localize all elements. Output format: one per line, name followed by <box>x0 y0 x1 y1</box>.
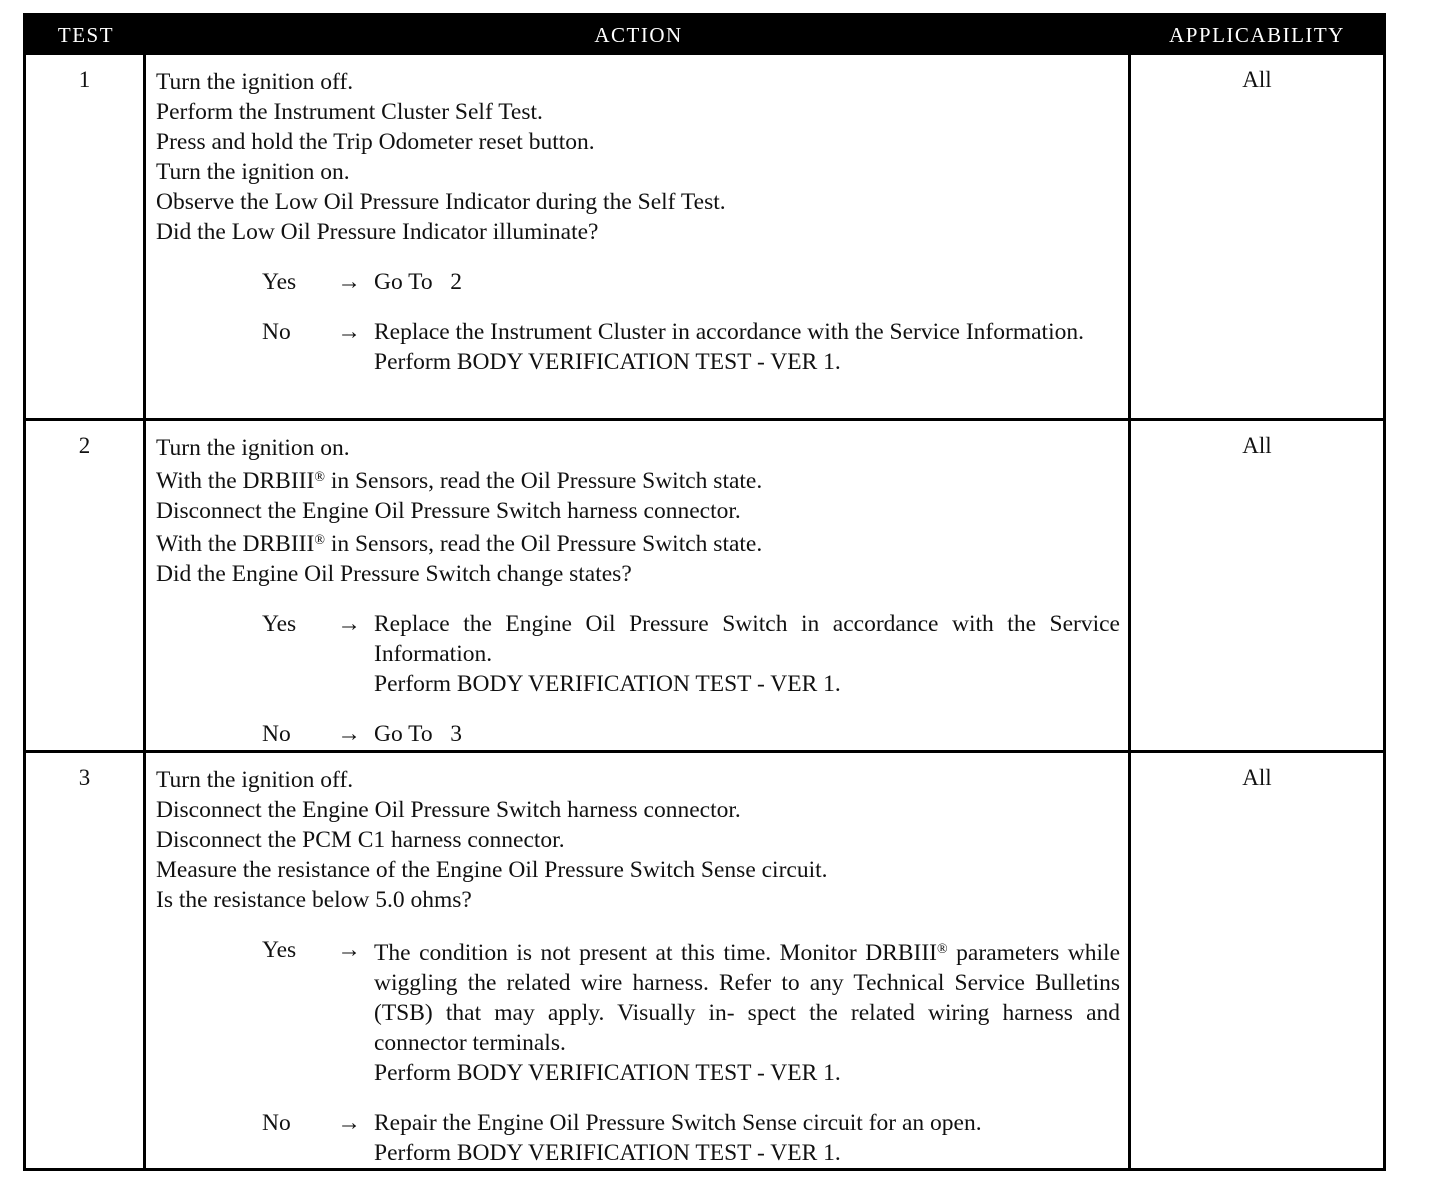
step-text: Turn the ignition off. <box>156 767 354 793</box>
step-text: Press and hold the Trip Odometer reset button. <box>156 129 595 155</box>
header-applicability: APPLICABILITY <box>1169 23 1345 47</box>
yes-outcome <box>156 935 1120 1088</box>
no-action <box>374 719 1120 749</box>
outcome-line: Perform BODY VERIFICATION TEST - VER 1. <box>374 1140 841 1166</box>
yes-action <box>374 609 1120 699</box>
arrow-icon: → <box>337 269 361 295</box>
step-text: Turn the ignition on. <box>156 159 350 185</box>
test-number: 1 <box>26 55 146 418</box>
step-text: Perform the Instrument Cluster Self Test. <box>156 99 543 125</box>
no-outcome <box>156 317 1120 377</box>
action-cell <box>146 55 1131 418</box>
step-text: Disconnect the PCM C1 harness connector. <box>156 827 565 853</box>
diagnostic-table <box>23 13 1386 1171</box>
step-text: Disconnect the Engine Oil Pressure Switch harness connector. <box>156 797 741 823</box>
action-cell <box>146 753 1131 1168</box>
yes-label: Yes <box>262 611 297 637</box>
test-number: 3 <box>26 753 146 1168</box>
no-label: No <box>262 721 291 747</box>
no-outcome <box>156 1108 1120 1168</box>
no-action <box>374 1108 1120 1168</box>
outcome-line: Go To 3 <box>374 721 463 747</box>
applicability-cell: All <box>1242 67 1272 92</box>
outcome-line: Perform BODY VERIFICATION TEST - VER 1. <box>374 1060 841 1086</box>
arrow-icon: → <box>337 721 361 747</box>
step-text: Is the resistance below 5.0 ohms? <box>156 887 472 913</box>
applicability-cell: All <box>1242 433 1272 458</box>
step-text: Did the Engine Oil Pressure Switch change states? <box>156 561 632 587</box>
action-cell <box>146 421 1131 750</box>
yes-outcome <box>156 267 1120 297</box>
table-row <box>26 55 1383 418</box>
table-header <box>26 16 1383 55</box>
step-text: Did the Low Oil Pressure Indicator illuminate? <box>156 219 599 245</box>
test-number: 2 <box>26 421 146 750</box>
outcome-line: Go To 2 <box>374 269 463 295</box>
arrow-icon: → <box>337 319 361 345</box>
header-action: ACTION <box>594 23 683 47</box>
applicability-cell: All <box>1242 765 1272 790</box>
outcome-line: Replace the Instrument Cluster in accordance with the Service Information. <box>374 319 1084 345</box>
outcome-line: Replace the Engine Oil Pressure Switch in accordance with the Service Information. <box>374 611 1120 667</box>
outcome-line: Perform BODY VERIFICATION TEST - VER 1. <box>374 671 841 697</box>
yes-action <box>374 267 1120 297</box>
arrow-icon: → <box>337 1110 361 1136</box>
no-outcome <box>156 719 1120 749</box>
outcome-line: Perform BODY VERIFICATION TEST - VER 1. <box>374 349 841 375</box>
yes-label: Yes <box>262 937 297 963</box>
step-text: Turn the ignition off. <box>156 69 354 95</box>
step-text: Turn the ignition on. <box>156 435 350 461</box>
table-row <box>26 750 1383 1168</box>
yes-action <box>374 935 1120 1088</box>
arrow-icon: → <box>337 611 361 637</box>
step-text: With the DRBIII® in Sensors, read the Oil Pressure Switch state. <box>156 468 763 494</box>
step-text: Disconnect the Engine Oil Pressure Switch harness connector. <box>156 498 741 524</box>
step-text: Observe the Low Oil Pressure Indicator during the Self Test. <box>156 189 726 215</box>
yes-outcome <box>156 609 1120 699</box>
arrow-icon: → <box>337 937 361 963</box>
outcome-line: Repair the Engine Oil Pressure Switch Sense circuit for an open. <box>374 1110 982 1136</box>
step-text: Measure the resistance of the Engine Oil Pressure Switch Sense circuit. <box>156 857 828 883</box>
no-label: No <box>262 319 291 345</box>
no-label: No <box>262 1110 291 1136</box>
yes-label: Yes <box>262 269 297 295</box>
step-text: With the DRBIII® in Sensors, read the Oil Pressure Switch state. <box>156 531 763 557</box>
header-test: TEST <box>57 23 115 47</box>
table-row <box>26 418 1383 750</box>
outcome-line: The condition is not present at this time. Monitor DRBIII® parameters while wiggling the related wire harness. Refer to any Technical Service Bulletins (TSB) that may apply. Visually in- spect the related wiring harness and connector terminals. <box>374 940 1120 1056</box>
no-action <box>374 317 1120 377</box>
